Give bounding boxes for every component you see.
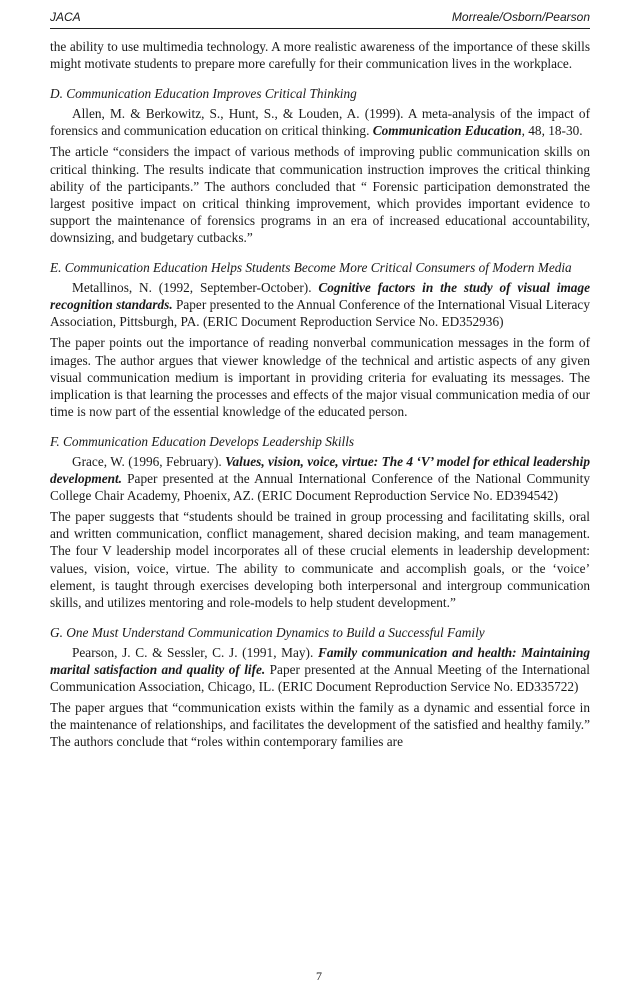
citation-title: Values, vision, voice, virtue: The 4 ‘V’ model for ethical leadership development. (50, 453, 590, 487)
page-number: 7 (316, 969, 322, 983)
citation-title: Family communication and health: Maintaining marital satisfaction and quality of life. (50, 644, 590, 677)
section-heading: F. Communication Education Develops Leadership Skills (50, 433, 355, 449)
citation-authors: Allen, M. & Berkowitz, S., Hunt, S., & Louden, A. (1999). A meta-analysis of the impact of forensics and communication education on critical thinking. (50, 106, 590, 139)
citation-details: Paper presented at the Annual International Conference of the National Community College Chair Academy, Phoenix, AZ. (ERIC Document Reproduction Service No. ED394542) (50, 471, 590, 504)
citation (50, 644, 590, 695)
citation-title: Communication Education (372, 123, 522, 139)
citation-details: Paper presented to the Annual Conference of the International Visual Literacy Association, Pittsburgh, PA. (ERIC Document Reproduction Service No. ED352936) (50, 297, 590, 330)
citation-title: Cognitive factors in the study of visual image recognition standards. (50, 280, 591, 313)
citation-details: , 48, 18-30. (521, 123, 583, 139)
citation (50, 279, 590, 330)
running-header (50, 6, 590, 29)
citation-authors: Pearson, J. C. & Sessler, C. J. (1991, May). (72, 644, 318, 660)
summary-paragraph: The paper argues that “communication exists within the family as a dynamic and essential force in the maintenance of relationships, and facilitates the development of the satisfied and healthy family.” The authors conclude that “roles within contemporary families are (50, 700, 590, 750)
intro-paragraph: the ability to use multimedia technology. A more realistic awareness of the importance of these skills might motivate students to prepare more carefully for their communication lives in the workplace. (50, 39, 590, 72)
citation-details: Paper presented at the Annual Meeting of the International Communication Association, Chicago, IL. (ERIC Document Reproduction Service No. ED335722) (50, 662, 590, 695)
authors-header: Morreale/Osborn/Pearson (451, 10, 590, 24)
section-heading: G. One Must Understand Communication Dynamics to Build a Successful Family (50, 624, 485, 640)
citation-authors: Grace, W. (1996, February). (72, 453, 226, 469)
section-e (50, 259, 590, 420)
summary-paragraph: The paper points out the importance of reading nonverbal communication messages in the form of images. The author argues that viewer knowledge of the technical and artistic aspects of any given visual communication medium is important in providing criteria for evaluating its messages. The implication is that learning the processes and effects of the major visual communication media of our time is now part of the essential knowledge of the educated person. (50, 335, 590, 419)
citation-authors: Metallinos, N. (1992, September-October). (72, 280, 319, 296)
section-heading: E. Communication Education Helps Students Become More Critical Consumers of Modern Media (50, 260, 572, 276)
page-body (50, 38, 590, 750)
citation (50, 105, 590, 139)
section-f (50, 433, 590, 611)
summary-paragraph: The article “considers the impact of various methods of improving public communication skills on critical thinking. The results indicate that communication instruction improves the critical thinking ability of the participants.” The authors concluded that “ Forensic participation demonstrated the largest positive impact on critical thinking improvement, which provides important evidence to support the maintenance of forensics programs in an era of increased educational accountability, downsizing, and budgetary cutbacks.” (50, 144, 590, 245)
section-g (50, 624, 590, 751)
citation (50, 453, 590, 504)
section-d (50, 85, 590, 246)
section-heading: D. Communication Education Improves Critical Thinking (50, 86, 357, 102)
summary-paragraph: The paper suggests that “students should be trained in group processing and facilitating skills, oral and written communication, conflict management, shared decision making, and team management. The four V leadership model incorporates all of these crucial elements in leadership development: values, vision, voice, virtue. The ability to communicate and accomplish goals, or the ‘voice’ element, is taught through exercises developing both interpersonal and intergroup communication skills, and utilizes mentoring and role-models to help student development.” (50, 509, 590, 610)
journal-abbreviation: JACA (50, 10, 81, 24)
